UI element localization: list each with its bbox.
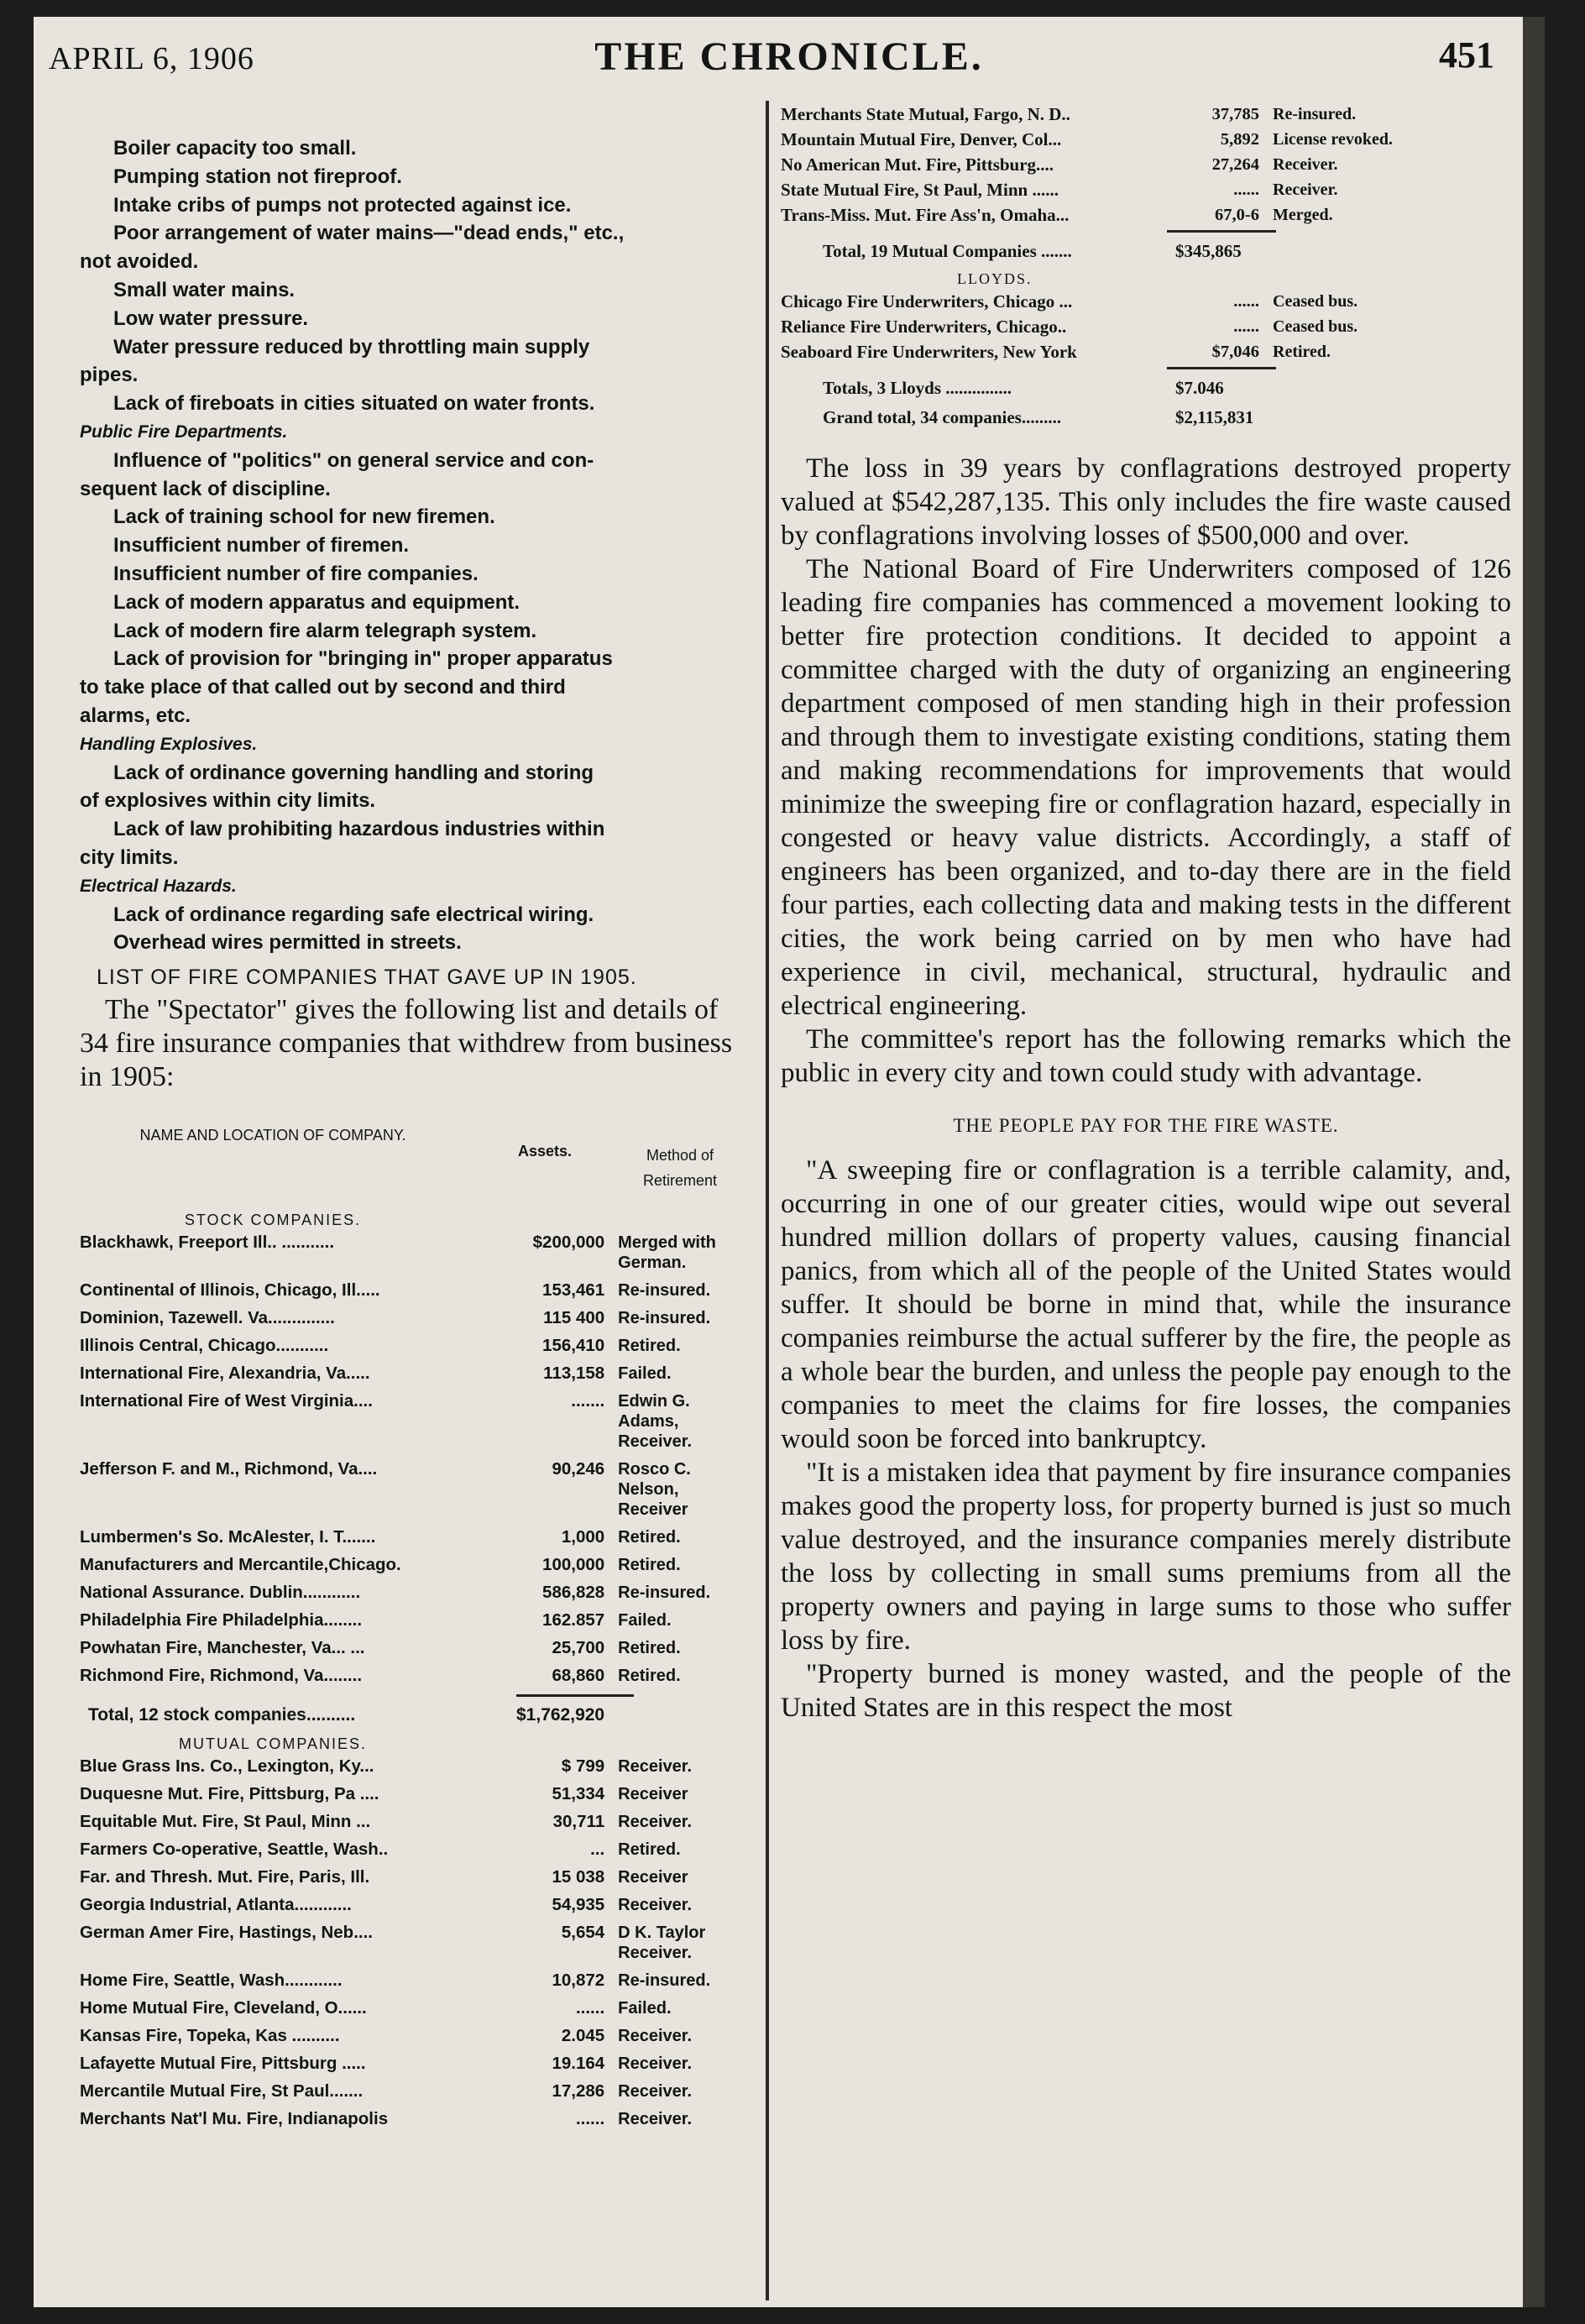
company-assets: 153,461 bbox=[542, 1280, 605, 1301]
retirement-method: Re-insured. bbox=[618, 1309, 711, 1328]
stock-total-label: Total, 12 stock companies.......... bbox=[88, 1705, 356, 1725]
column-header-assets: Assets. bbox=[518, 1143, 573, 1160]
list-intro: The "Spectator" gives the following list and details of 34 fire insurance companies that withdrew from business in 1905: bbox=[80, 994, 733, 1093]
table-row bbox=[80, 1364, 743, 1384]
company-name: Duquesne Mut. Fire, Pittsburg, Pa .... bbox=[80, 1784, 379, 1804]
company-name: Richmond Fire, Richmond, Va........ bbox=[80, 1666, 363, 1686]
retirement-method: Re-insured. bbox=[618, 1583, 711, 1603]
page-header bbox=[34, 25, 1545, 79]
table-row bbox=[781, 205, 1511, 225]
retirement-method: Receiver. bbox=[618, 2054, 693, 2074]
company-name: Philadelphia Fire Philadelphia........ bbox=[80, 1610, 363, 1630]
company-name: Reliance Fire Underwriters, Chicago.. bbox=[781, 317, 1067, 337]
table-row bbox=[80, 1638, 743, 1658]
company-assets: ...... bbox=[575, 2109, 605, 2129]
grand-total-row bbox=[823, 407, 1511, 428]
column-header-name: NAME AND LOCATION OF COMPANY. bbox=[139, 1127, 406, 1144]
list-item: not avoided. bbox=[80, 250, 199, 274]
company-name: Blackhawk, Freeport Ill.. ........... bbox=[80, 1233, 335, 1253]
mutual-companies-table bbox=[80, 1756, 743, 2129]
retirement-method: Retired. bbox=[618, 1528, 681, 1547]
company-assets: 68,860 bbox=[552, 1666, 605, 1686]
lloyds-rows bbox=[781, 291, 1511, 362]
company-assets: ...... bbox=[1233, 181, 1259, 199]
list-item: Water pressure reduced by throttling main supply bbox=[113, 335, 590, 359]
company-assets: 156,410 bbox=[542, 1336, 605, 1356]
lloyds-heading: LLOYDS. bbox=[957, 270, 1033, 287]
paragraph: "Property burned is money wasted, and the people of the United States are in this respect the most bbox=[781, 1659, 1511, 1723]
table-row bbox=[80, 1840, 743, 1860]
continued-table bbox=[781, 104, 1511, 428]
company-assets: 30,711 bbox=[552, 1812, 605, 1832]
company-name: Home Fire, Seattle, Wash............ bbox=[80, 1971, 343, 1991]
company-name: Merchants Nat'l Mu. Fire, Indianapolis bbox=[80, 2109, 389, 2129]
table-row bbox=[80, 1998, 743, 2018]
retirement-method: D K. Taylor Receiver. bbox=[618, 1924, 706, 1963]
retirement-method: Merged with German. bbox=[618, 1233, 716, 1273]
stock-companies-table bbox=[80, 1233, 743, 1686]
company-assets: 51,334 bbox=[552, 1784, 605, 1804]
list-item: Insufficient number of firemen. bbox=[113, 534, 410, 557]
company-assets: 54,935 bbox=[552, 1895, 605, 1915]
retirement-method: Retired. bbox=[1273, 343, 1331, 361]
list-item: Influence of "politics" on general service and con- bbox=[113, 448, 594, 472]
company-assets: 90,246 bbox=[552, 1459, 605, 1479]
list-item: Lack of fireboats in cities situated on water fronts. bbox=[113, 392, 595, 416]
company-name: International Fire of West Virginia.... bbox=[80, 1391, 373, 1411]
lloyds-total-row bbox=[823, 378, 1511, 399]
company-name: Powhatan Fire, Manchester, Va... ... bbox=[80, 1638, 365, 1658]
company-assets: 25,700 bbox=[552, 1638, 605, 1658]
retirement-method: Receiver. bbox=[618, 2082, 693, 2102]
left-column bbox=[80, 134, 743, 2137]
list-item: Lack of provision for "bringing in" proper apparatus bbox=[113, 647, 613, 671]
column-divider bbox=[766, 101, 769, 2300]
company-assets: $ 799 bbox=[561, 1756, 605, 1777]
company-name: German Amer Fire, Hastings, Neb.... bbox=[80, 1923, 373, 1943]
retirement-method: Retired. bbox=[618, 1556, 681, 1575]
company-name: Georgia Industrial, Atlanta............ bbox=[80, 1895, 352, 1915]
list-item: Intake cribs of pumps not protected against ice. bbox=[113, 193, 572, 217]
list-item: city limits. bbox=[80, 845, 179, 869]
newspaper-page bbox=[34, 17, 1545, 2307]
company-name: Trans-Miss. Mut. Fire Ass'n, Omaha... bbox=[781, 205, 1070, 225]
retirement-method: Receiver. bbox=[618, 2027, 693, 2046]
company-assets: 27,264 bbox=[1211, 155, 1259, 174]
company-name: State Mutual Fire, St Paul, Minn ...... bbox=[781, 180, 1059, 200]
table-row bbox=[80, 1784, 743, 1804]
column-header-method: Method of Retirement bbox=[642, 1147, 718, 1190]
table-row bbox=[80, 1756, 743, 1777]
list-item: Lack of modern fire alarm telegraph system. bbox=[113, 619, 537, 642]
retirement-method: Receiver. bbox=[618, 1896, 693, 1915]
mutual-companies-heading: MUTUAL COMPANIES. bbox=[178, 1735, 368, 1753]
list-heading: LIST OF FIRE COMPANIES THAT GAVE UP IN 1905. bbox=[97, 966, 637, 990]
list-item: Lack of law prohibiting hazardous industries within bbox=[113, 818, 605, 841]
table-row bbox=[781, 154, 1511, 175]
subsection-heading: Electrical Hazards. bbox=[80, 876, 237, 896]
company-assets: ....... bbox=[571, 1391, 605, 1411]
table-row bbox=[781, 317, 1511, 337]
retirement-method: Receiver. bbox=[1273, 155, 1338, 174]
retirement-method: Receiver. bbox=[618, 1813, 693, 1832]
article-paragraphs-2 bbox=[781, 1154, 1511, 1725]
company-name: Blue Grass Ins. Co., Lexington, Ky... bbox=[80, 1756, 374, 1777]
list-item: Low water pressure. bbox=[113, 306, 309, 330]
mutual-continued-rows bbox=[781, 104, 1511, 225]
total-rule bbox=[1167, 367, 1276, 369]
mutual-total-value: $345,865 bbox=[1175, 241, 1242, 261]
table-row bbox=[80, 1610, 743, 1630]
retirement-method: Rosco C. Nelson, Receiver bbox=[618, 1460, 691, 1520]
company-name: Merchants State Mutual, Fargo, N. D.. bbox=[781, 104, 1070, 124]
company-assets: 2.045 bbox=[561, 2026, 605, 2046]
mutual-total-label: Total, 19 Mutual Companies ....... bbox=[823, 241, 1072, 261]
table-row bbox=[80, 1233, 743, 1273]
retirement-method: Re-insured. bbox=[618, 1971, 711, 1991]
list-item: Insufficient number of fire companies. bbox=[113, 562, 479, 585]
company-assets: 586,828 bbox=[542, 1583, 605, 1603]
table-row bbox=[80, 1308, 743, 1328]
table-row bbox=[781, 104, 1511, 124]
company-assets: 1,000 bbox=[561, 1527, 605, 1547]
company-name: Dominion, Tazewell. Va.............. bbox=[80, 1308, 335, 1328]
table-row bbox=[80, 1923, 743, 1963]
table-row bbox=[80, 2054, 743, 2074]
retirement-method: Ceased bus. bbox=[1273, 292, 1358, 311]
paragraph: The loss in 39 years by conflagrations destroyed property valued at $542,287,135. This only includes the fire waste caused by conflagrations involving losses of $500,000 and over. bbox=[781, 453, 1511, 551]
table-row bbox=[80, 1555, 743, 1575]
retirement-method: Retired. bbox=[618, 1639, 681, 1658]
table-row bbox=[80, 1280, 743, 1301]
company-assets: 19.164 bbox=[552, 2054, 605, 2074]
retirement-method: Retired. bbox=[618, 1337, 681, 1356]
company-name: Mountain Mutual Fire, Denver, Col... bbox=[781, 129, 1062, 149]
grand-total-value: $2,115,831 bbox=[1175, 407, 1254, 427]
section-subheading: THE PEOPLE PAY FOR THE FIRE WASTE. bbox=[953, 1115, 1339, 1136]
list-item: alarms, etc. bbox=[80, 704, 191, 727]
company-name: Lumbermen's So. McAlester, I. T....... bbox=[80, 1527, 376, 1547]
paragraph: The National Board of Fire Underwriters composed of 126 leading fire companies has commenced a movement looking to better fire protection conditions. It decided to appoint a committee charged with the duty of organizing an engineering department composed of men standing high in their profession and through them to investigate existing conditions, stating them and making recommendations for improvements that would minimize the sweeping fire or conflagration hazard, especially in congested or heavy value districts. Accordingly, a staff of engineers has been organized, and to-day there are in the field four parties, each collecting data and making tests in the different cities, the work being carried on by men who have had experience in civil, mechanical, structural, hydraulic and electrical engineering. bbox=[781, 554, 1511, 1021]
page-number: 451 bbox=[1439, 34, 1494, 76]
table-row bbox=[781, 180, 1511, 200]
retirement-method: License revoked. bbox=[1273, 130, 1393, 149]
company-name: Lafayette Mutual Fire, Pittsburg ..... bbox=[80, 2054, 366, 2074]
company-name: Chicago Fire Underwriters, Chicago ... bbox=[781, 291, 1073, 311]
company-assets: 10,872 bbox=[552, 1971, 605, 1991]
stock-total-value: $1,762,920 bbox=[516, 1705, 605, 1725]
paragraph: The committee's report has the following remarks which the public in every city and town could study with advantage. bbox=[781, 1024, 1511, 1088]
retirement-method: Receiver bbox=[618, 1868, 688, 1887]
table-header bbox=[80, 1124, 743, 1208]
company-assets: ...... bbox=[1233, 292, 1259, 311]
header-date: APRIL 6, 1906 bbox=[49, 41, 254, 76]
company-assets: $200,000 bbox=[532, 1233, 605, 1253]
company-assets: $7,046 bbox=[1211, 343, 1259, 361]
table-row bbox=[781, 342, 1511, 362]
company-assets: 67,0-6 bbox=[1215, 206, 1259, 224]
company-name: Manufacturers and Mercantile,Chicago. bbox=[80, 1555, 401, 1575]
total-rule bbox=[516, 1694, 634, 1697]
table-row bbox=[80, 1666, 743, 1686]
table-row bbox=[80, 1812, 743, 1832]
company-assets: 15 038 bbox=[552, 1867, 605, 1887]
grand-total-label: Grand total, 34 companies......... bbox=[823, 407, 1062, 427]
company-name: Home Mutual Fire, Cleveland, O...... bbox=[80, 1998, 367, 2018]
mutual-total-row bbox=[823, 241, 1511, 262]
lloyds-total-label: Totals, 3 Lloyds ............... bbox=[823, 378, 1012, 398]
company-name: Seaboard Fire Underwriters, New York bbox=[781, 342, 1077, 362]
table-row bbox=[80, 1459, 743, 1520]
table-row bbox=[80, 2026, 743, 2046]
list-item: pipes. bbox=[80, 364, 139, 387]
retirement-method: Ceased bus. bbox=[1273, 317, 1358, 336]
list-item: to take place of that called out by second and third bbox=[80, 676, 566, 699]
table-row bbox=[781, 291, 1511, 311]
retirement-method: Receiver. bbox=[1273, 181, 1338, 199]
list-item: Overhead wires permitted in streets. bbox=[113, 931, 462, 955]
list-item: Boiler capacity too small. bbox=[113, 137, 357, 160]
stock-companies-heading: STOCK COMPANIES. bbox=[184, 1212, 362, 1229]
company-assets: 115 400 bbox=[543, 1308, 605, 1328]
company-name: No American Mut. Fire, Pittsburg.... bbox=[781, 154, 1054, 175]
company-assets: 17,286 bbox=[552, 2081, 605, 2102]
article-body bbox=[781, 452, 1511, 1725]
list-item: Lack of ordinance regarding safe electrical wiring. bbox=[113, 903, 594, 926]
list-item: Lack of ordinance governing handling and storing bbox=[113, 761, 594, 784]
table-row bbox=[781, 129, 1511, 149]
subsection-heading: Public Fire Departments. bbox=[80, 421, 288, 442]
subsection-heading: Handling Explosives. bbox=[80, 734, 258, 754]
retirement-method: Re-insured. bbox=[618, 1281, 711, 1301]
retirement-method: Edwin G. Adams, Receiver. bbox=[618, 1392, 693, 1452]
company-assets: ... bbox=[590, 1840, 605, 1860]
stock-total-row bbox=[88, 1705, 743, 1725]
company-name: Far. and Thresh. Mut. Fire, Paris, Ill. bbox=[80, 1867, 370, 1887]
table-row bbox=[80, 2081, 743, 2102]
company-assets: 5,654 bbox=[561, 1923, 605, 1943]
retirement-method: Receiver. bbox=[618, 1757, 693, 1777]
list-item: Pumping station not fireproof. bbox=[113, 165, 402, 188]
list-item: Lack of modern apparatus and equipment. bbox=[113, 590, 520, 614]
article-paragraphs bbox=[781, 452, 1511, 1090]
retirement-method: Failed. bbox=[618, 1364, 672, 1384]
retirement-method: Failed. bbox=[618, 1999, 672, 2018]
company-name: Jefferson F. and M., Richmond, Va.... bbox=[80, 1459, 378, 1479]
paragraph: "A sweeping fire or conflagration is a terrible calamity, and, occurring in one of our greater cities, would wipe out several hundred million dollars of property values, causing financial panics, from which all of the people of the United States would suffer. It should be borne in mind that, while the insurance companies reimburse the actual sufferer by the fire, the people as a whole bear the burden, and unless the people pay enough to the companies to meet the claims for fire losses, the companies would soon be forced into bankruptcy. bbox=[781, 1155, 1511, 1454]
retirement-method: Merged. bbox=[1273, 206, 1333, 224]
table-row bbox=[80, 1336, 743, 1356]
company-assets: 113,158 bbox=[543, 1364, 605, 1384]
retirement-method: Receiver. bbox=[618, 2110, 693, 2129]
total-rule bbox=[1167, 230, 1276, 233]
paragraph: "It is a mistaken idea that payment by fire insurance companies makes good the property loss, for property burned is just so much value destroyed, and the insurance companies merely distribute the loss by collecting in small sums premiums from all the property owners and paying in large sums to those who suffer loss by fire. bbox=[781, 1458, 1511, 1656]
retirement-method: Retired. bbox=[618, 1667, 681, 1686]
deficiency-list bbox=[80, 134, 743, 957]
page-edge-shadow bbox=[1523, 17, 1545, 2307]
company-assets: ...... bbox=[1233, 317, 1259, 336]
company-assets: 100,000 bbox=[542, 1555, 605, 1575]
company-assets: 162.857 bbox=[542, 1610, 605, 1630]
list-item: Small water mains. bbox=[113, 278, 296, 301]
company-name: Illinois Central, Chicago........... bbox=[80, 1336, 329, 1356]
retirement-method: Retired. bbox=[618, 1840, 681, 1860]
table-row bbox=[80, 1391, 743, 1452]
list-item: sequent lack of discipline. bbox=[80, 477, 331, 500]
list-item: Lack of training school for new firemen. bbox=[113, 505, 495, 529]
company-assets: 37,785 bbox=[1211, 105, 1259, 123]
company-name: International Fire, Alexandria, Va..... bbox=[80, 1364, 370, 1384]
list-item: of explosives within city limits. bbox=[80, 789, 376, 813]
retirement-method: Failed. bbox=[618, 1611, 672, 1630]
retirement-method: Re-insured. bbox=[1273, 105, 1357, 123]
list-item: Poor arrangement of water mains—"dead ends," etc., bbox=[113, 222, 625, 245]
table-row bbox=[80, 1583, 743, 1603]
table-row bbox=[80, 2109, 743, 2129]
table-row bbox=[80, 1971, 743, 1991]
retirement-method: Receiver bbox=[618, 1785, 688, 1804]
company-name: Kansas Fire, Topeka, Kas .......... bbox=[80, 2026, 340, 2046]
company-assets: ...... bbox=[575, 1998, 605, 2018]
table-row bbox=[80, 1895, 743, 1915]
company-name: Mercantile Mutual Fire, St Paul....... bbox=[80, 2081, 364, 2102]
company-assets: 5,892 bbox=[1220, 130, 1259, 149]
publication-title: THE CHRONICLE. bbox=[594, 34, 984, 79]
table-row bbox=[80, 1527, 743, 1547]
lloyds-total-value: $7.046 bbox=[1175, 378, 1224, 398]
company-name: Farmers Co-operative, Seattle, Wash.. bbox=[80, 1840, 389, 1860]
company-name: Continental of Illinois, Chicago, Ill..... bbox=[80, 1280, 380, 1301]
company-name: National Assurance. Dublin............ bbox=[80, 1583, 361, 1603]
company-name: Equitable Mut. Fire, St Paul, Minn ... bbox=[80, 1812, 371, 1832]
table-row bbox=[80, 1867, 743, 1887]
right-column bbox=[781, 104, 1511, 1725]
